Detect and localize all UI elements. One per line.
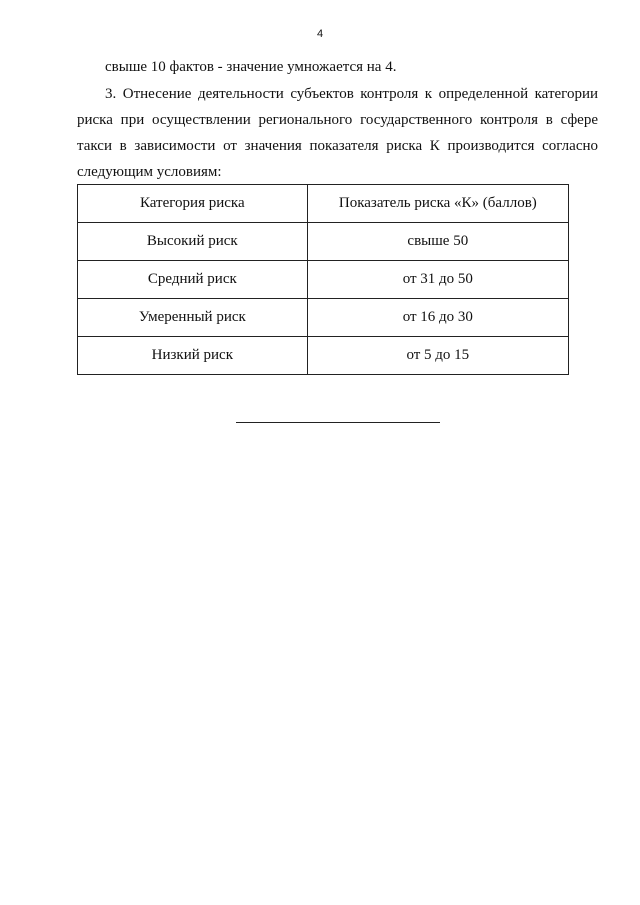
table-cell-category: Средний риск [78, 261, 308, 299]
table-cell-indicator: от 5 до 15 [307, 337, 568, 375]
table-cell-indicator: от 16 до 30 [307, 299, 568, 337]
risk-category-table [77, 184, 569, 375]
paragraph-risk-categories: 3. Отнесение деятельности субъектов контроля к определенной категории риска при осуществлении регионального государственного контроля в сфере такси в зависимости от значения показателя риска К производится согласно следующим условиям: [77, 86, 598, 180]
closing-separator-line [236, 422, 440, 423]
table-row [78, 261, 569, 299]
table-header-row [78, 185, 569, 223]
paragraph-continuation: свыше 10 фактов - значение умножается на 4. [105, 59, 397, 75]
table-cell-category: Высокий риск [78, 223, 308, 261]
table-cell-category: Умеренный риск [78, 299, 308, 337]
table-row [78, 299, 569, 337]
table-header-indicator: Показатель риска «К» (баллов) [307, 185, 568, 223]
table-row [78, 223, 569, 261]
table-header-category: Категория риска [78, 185, 308, 223]
page-number: 4 [316, 28, 324, 40]
table-cell-category: Низкий риск [78, 337, 308, 375]
table-cell-indicator: свыше 50 [307, 223, 568, 261]
table-row [78, 337, 569, 375]
table-cell-indicator: от 31 до 50 [307, 261, 568, 299]
